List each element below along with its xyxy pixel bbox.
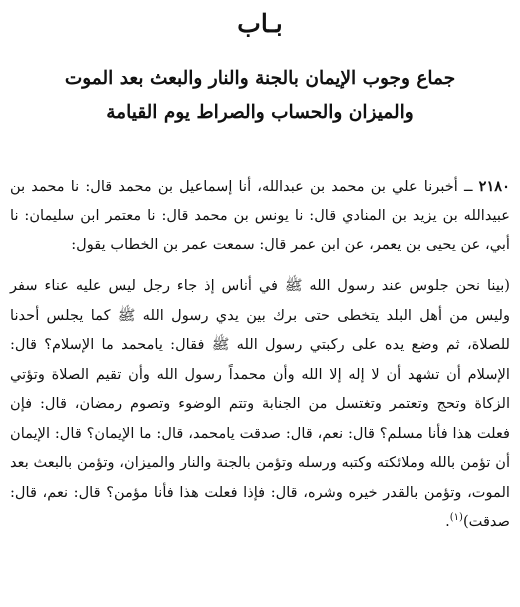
hadith-isnad (10, 172, 510, 259)
hadith-matn-text: (بينا نحن جلوس عند رسول الله ﷺ في أناس إذ جاء رجل ليس عليه عناء سفر وليس من أهل البلد يتخطى حتى برك بين يدي رسول الله ﷺ كما يجلس أحدنا للصلاة، ثم وضع يده على ركبتي رسول الله ﷺ فقال: يامحمد ما الإسلام؟ قال: الإسلام أن تشهد أن لا إله إلا الله وأن محمداً رسول الله وأن تقيم الصلاة وتؤتي الزكاة وتحج وتعتمر وتغتسل من الجنابة وتتم الوضوء وتصوم رمضان، قال: فإن فعلت هذا فأنا مسلم؟ قال: نعم، قال: صدقت يامحمد، قال: ما الإيمان؟ قال: الإيمان أن تؤمن بالله وملائكته وكتبه ورسله وتؤمن بالجنة والنار والميزان، وتؤمن بالبعث بعد الموت، وتؤمن بالقدر خيره وشره، قال: فإذا فعلت هذا فأنا مؤمن؟ قال: نعم، قال: صدقت) (10, 277, 510, 530)
document-page (10, 0, 510, 607)
footnote-marker[interactable]: (١) (449, 512, 463, 524)
hadith-matn (10, 271, 510, 537)
chapter-title-line-2: والميزان والحساب والصراط يوم القيامة (106, 102, 414, 123)
hadith-number: ٢١٨٠ (478, 178, 510, 195)
hadith-end-mark: . (445, 513, 450, 530)
chapter-title-line-1: جماع وجوب الإيمان بالجنة والنار والبعث بعد الموت (64, 68, 456, 89)
chapter-title (10, 62, 510, 130)
hadith-number-dash: ــ (457, 178, 479, 195)
chapter-label: بـاب (237, 9, 283, 38)
hadith-isnad-text: أخبرنا علي بن محمد بن عبدالله، أنا إسماعيل بن محمد قال: نا محمد بن عبيدالله بن يزيد بن المنادي قال: نا يونس بن محمد قال: نا معتمر ابن سليمان: نا أبي، عن يحيى بن يعمر، عن ابن عمر قال: سمعت عمر بن الخطاب يقول: (10, 178, 510, 253)
